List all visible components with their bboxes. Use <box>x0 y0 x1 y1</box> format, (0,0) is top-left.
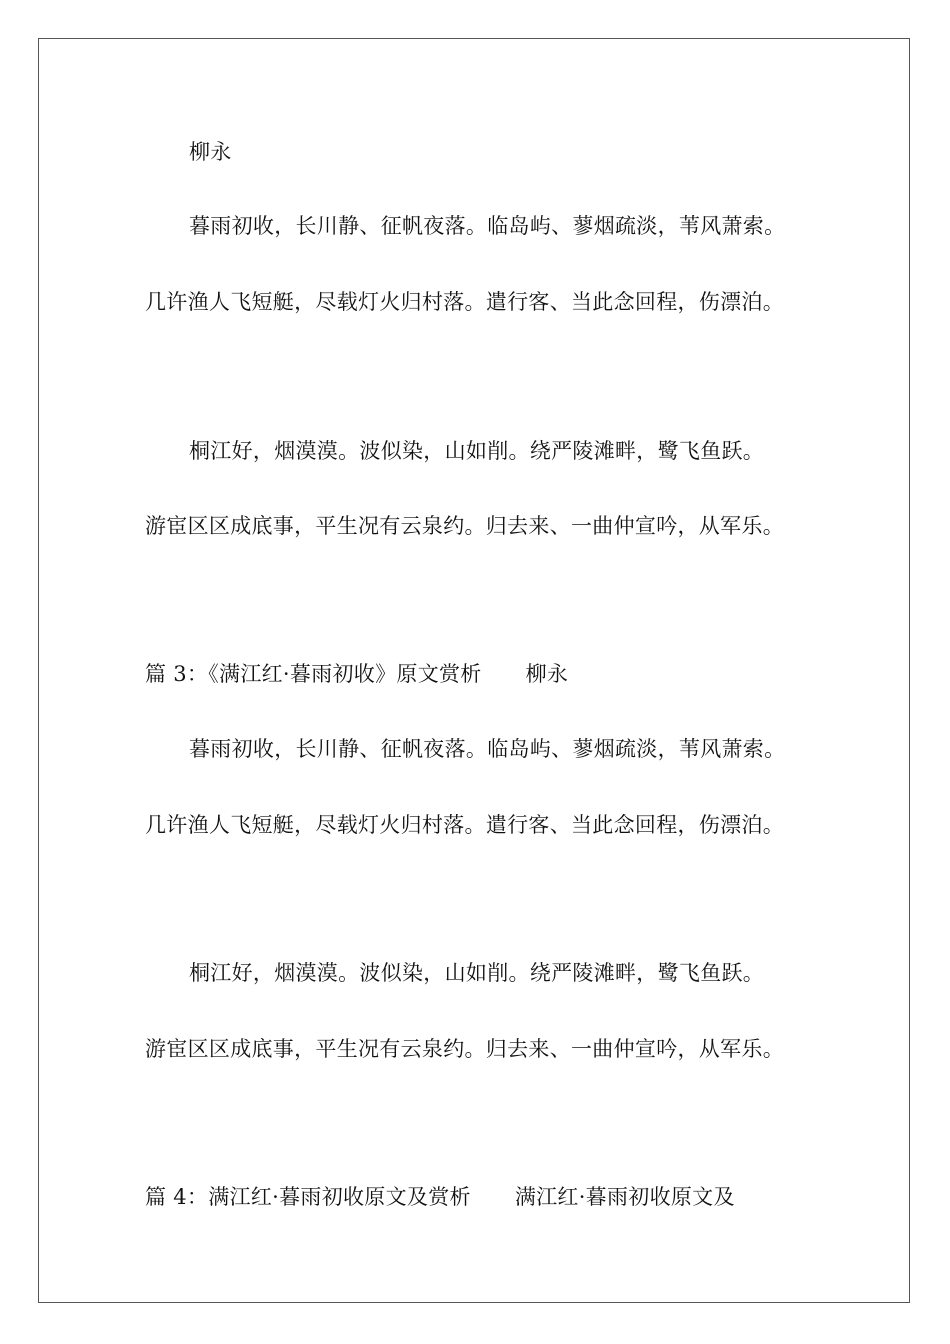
section-3-heading <box>145 660 568 688</box>
section-3-title: 篇 3：《满江红·暮雨初收》原文赏析 <box>145 662 482 686</box>
section-3-author: 柳永 <box>525 662 569 686</box>
poem-line: 暮雨初收，长川静、征帆夜落。临岛屿、蓼烟疏淡，苇风萧索。 <box>189 214 786 238</box>
author-line: 柳永 <box>189 140 232 164</box>
poem-line: 几许渔人飞短艇，尽载灯火归村落。遣行客、当此念回程，伤漂泊。 <box>145 813 784 837</box>
section-4-subtitle: 满江红·暮雨初收原文及 <box>514 1185 735 1209</box>
poem-line: 游宦区区成底事，平生况有云泉约。归去来、一曲仲宣吟，从军乐。 <box>145 1037 784 1061</box>
section-4-title: 篇 4：满江红·暮雨初收原文及赏析 <box>145 1185 471 1209</box>
section-4-heading <box>145 1183 735 1211</box>
poem-line: 桐江好，烟漠漠。波似染，山如削。绕严陵滩畔，鹭飞鱼跃。 <box>189 961 765 985</box>
poem-line: 暮雨初收，长川静、征帆夜落。临岛屿、蓼烟疏淡，苇风萧索。 <box>189 737 786 761</box>
poem-line: 几许渔人飞短艇，尽载灯火归村落。遣行客、当此念回程，伤漂泊。 <box>145 290 784 314</box>
poem-line: 桐江好，烟漠漠。波似染，山如削。绕严陵滩畔，鹭飞鱼跃。 <box>189 439 765 463</box>
poem-line: 游宦区区成底事，平生况有云泉约。归去来、一曲仲宣吟，从军乐。 <box>145 514 784 538</box>
